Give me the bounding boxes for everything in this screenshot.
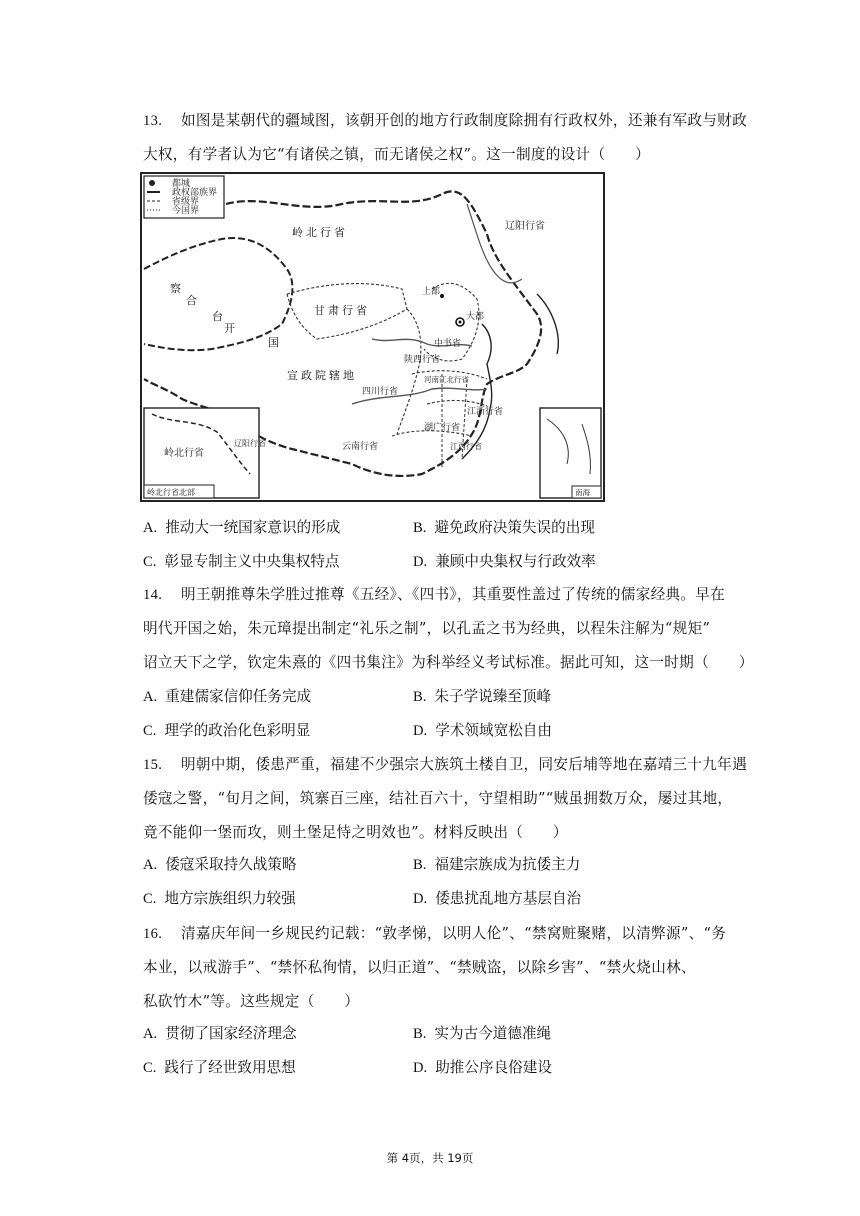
option-a[interactable]: A. 贯彻了国家经济理念 xyxy=(143,1025,297,1042)
map-label-gansu: 甘肃行省 xyxy=(314,304,370,317)
question-number: 14. xyxy=(143,587,163,603)
option-b[interactable]: B. 避免政府决策失误的出现 xyxy=(413,519,595,536)
map-label-guo: 国 xyxy=(268,336,282,349)
stem-line: 明王朝推尊朱学胜过推尊《五经》、《四书》，其重要性盖过了传统的儒家经典。早在 xyxy=(181,586,726,603)
option-b[interactable]: B. 朱子学说臻至顶峰 xyxy=(413,688,552,705)
stem-line: 诏立天下之学，钦定朱熹的《四书集注》为科举经义考试标准。据此可知，这一时期（ ） xyxy=(143,654,754,671)
question-14-options xyxy=(143,680,763,748)
option-d[interactable]: D. 倭患扰乱地方基层自治 xyxy=(413,890,582,907)
map-label-tai: 台 xyxy=(212,310,226,323)
question-number: 15. xyxy=(143,757,163,773)
inset-nanhai-box xyxy=(540,408,601,498)
question-number: 13. xyxy=(143,113,163,129)
option-d[interactable]: D. 学术领域宽松自由 xyxy=(413,722,552,739)
legend-label: 今国界 xyxy=(172,206,200,216)
stem-line: 大权，有学者认为它“有诸侯之镇，而无诸侯之权”。这一制度的设计（ ） xyxy=(143,146,651,163)
chagatai-border xyxy=(144,238,292,350)
stem-line: 竟不能仰一堡而攻，则土堡足恃之明效也”。材料反映出（ ） xyxy=(143,824,568,841)
option-a[interactable]: A. 推动大一统国家意识的形成 xyxy=(143,519,341,536)
map-label-shangdu: 上都 xyxy=(422,287,441,297)
shangdu-dot xyxy=(440,294,444,298)
option-c[interactable]: C. 践行了经世致用思想 xyxy=(143,1059,296,1076)
map-label-jiangxi: 江西行省 xyxy=(450,442,482,451)
legend-label: 省级界 xyxy=(172,197,200,207)
map-label-shaanxi: 陕西行省 xyxy=(404,355,441,365)
legend-label: 都城 xyxy=(172,179,191,189)
map-drawing xyxy=(142,174,603,500)
question-13-options xyxy=(143,511,763,579)
stem-line: 清嘉庆年间一乡规民约记载：“敦孝悌，以明人伦”、“禁窝赃聚赌，以清弊源”、“务 xyxy=(181,925,727,942)
question-14-stem xyxy=(143,578,755,680)
option-c[interactable]: C. 理学的政治化色彩明显 xyxy=(143,722,311,739)
northeast-river xyxy=(467,204,522,283)
stem-line: 如图是某朝代的疆域图，该朝开创的地方行政制度除拥有行政权外，还兼有军政与财政 xyxy=(181,112,747,129)
question-15-options xyxy=(143,848,763,916)
legend-label: 政权部族界 xyxy=(172,188,218,198)
yuan-dynasty-territory-map xyxy=(140,172,605,502)
map-label-liaoyang: 辽阳行省 xyxy=(505,221,545,232)
stem-line: 倭寇之警，“旬月之间，筑寨百三座，结社百六十，守望相助”“贼虽拥数万众，屡过其地， xyxy=(143,790,733,807)
option-c[interactable]: C. 地方宗族组织力较强 xyxy=(143,890,296,907)
question-15-stem xyxy=(143,748,755,850)
map-label-he: 合 xyxy=(186,294,200,307)
map-label-huguang: 湖广行省 xyxy=(424,423,461,433)
option-a[interactable]: A. 倭寇采取持久战策略 xyxy=(143,856,297,873)
map-label-qiao: 察 xyxy=(170,282,184,295)
map-label-dadu: 大都 xyxy=(466,312,485,322)
map-label-kai: 开 xyxy=(224,322,238,335)
inset-nanhai-caption: 南海 xyxy=(575,488,590,497)
question-13-stem xyxy=(143,104,755,172)
map-label-sichuan: 四川行省 xyxy=(362,387,399,397)
shaanxi-border xyxy=(397,309,421,434)
map-label-lingbei: 岭北行省 xyxy=(292,226,348,239)
map-label-jiangzhe: 江浙行省 xyxy=(467,407,504,417)
question-number: 16. xyxy=(143,926,163,942)
stem-line: 本业，以戒游手”、“禁怀私徇情，以归正道”、“禁贼盗，以除乡害”、“禁火烧山林、 xyxy=(143,959,696,976)
inset-caption: 岭北行省北部 xyxy=(147,488,195,497)
map-label-xuanzheng: 宣政院辖地 xyxy=(287,369,357,382)
option-c[interactable]: C. 彰显专制主义中央集权特点 xyxy=(143,553,340,570)
map-label-yunnan: 云南行省 xyxy=(342,442,379,452)
stem-line: 私砍竹木”等。这些规定（ ） xyxy=(143,993,360,1010)
stem-line: 明代开国之始，朱元璋提出制定“礼乐之制”，以孔孟之书为经典，以程朱注解为“规矩” xyxy=(143,620,711,637)
option-a[interactable]: A. 重建儒家信仰任务完成 xyxy=(143,688,312,705)
map-label-zhongshu: 中书省 xyxy=(434,339,462,349)
option-d[interactable]: D. 兼顾中央集权与行政效率 xyxy=(413,553,596,570)
option-b[interactable]: B. 实为古今道德准绳 xyxy=(413,1025,552,1042)
page-footer: 第 4页，共 19页 xyxy=(386,1151,474,1165)
capital-symbol-icon xyxy=(149,180,155,186)
stem-line: 明朝中期，倭患严重，福建不少强宗大族筑土楼自卫，同安后埔等地在嘉靖三十九年遇 xyxy=(181,756,747,773)
question-16-options xyxy=(143,1017,763,1085)
map-label-henan: 河南江北行省 xyxy=(424,375,469,384)
inset-label-liaoyang: 辽阳行省 xyxy=(234,439,266,448)
option-d[interactable]: D. 助推公序良俗建设 xyxy=(413,1059,552,1076)
question-16-stem xyxy=(143,917,755,1019)
dadu-capital-dot xyxy=(459,321,462,324)
option-b[interactable]: B. 福建宗族成为抗倭主力 xyxy=(413,856,581,873)
inset-label-lingbei: 岭北行省 xyxy=(164,448,204,459)
